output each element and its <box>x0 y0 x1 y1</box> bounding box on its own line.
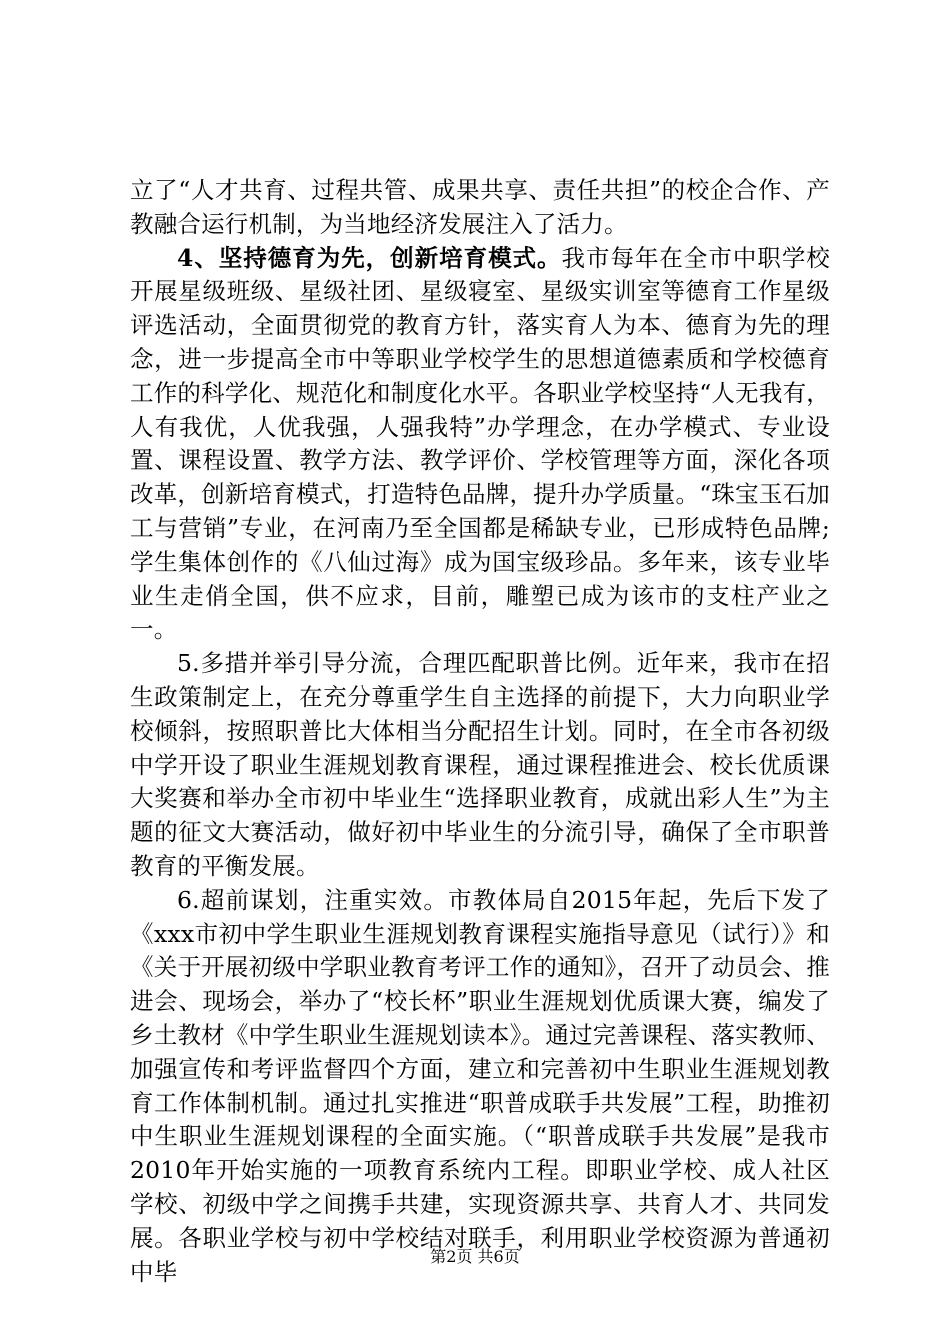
paragraph-text: 立了“人才共育、过程共管、成果共享、责任共担”的校企合作、产教融合运行机制，为当地经济发展注入了活力。 <box>130 176 830 238</box>
paragraph-text: 5.多措并举引导分流，合理匹配职普比例。近年来，我市在招生政策制定上，在充分尊重学生自主选择的前提下，大力向职业学校倾斜，按照职普比大体相当分配招生计划。同时，在全市各初级中学开设了职业生涯规划教育课程，通过课程推进会、校长优质课大奖赛和举办全市初中毕业生“选择职业教育，成就出彩人生”为主题的征文大赛活动，做好初中毕业生的分流引导，确保了全市职普教育的平衡发展。 <box>130 649 830 880</box>
document-body <box>130 174 830 1289</box>
paragraph-continuation <box>130 174 830 242</box>
paragraph-advance-planning <box>130 884 830 1290</box>
page-footer <box>0 1247 950 1267</box>
paragraph-student-diversion <box>130 647 830 884</box>
paragraph-text: 我市每年在全市中职学校开展星级班级、星级社团、星级寝室、星级实训室等德育工作星级评选活动，全面贯彻党的教育方针，落实育人为本、德育为先的理念，进一步提高全市中等职业学校学生的思想道德素质和学校德育工作的科学化、规范化和制度化水平。各职业学校坚持“人无我有，人有我优，人优我强，人强我特”办学理念，在办学模式、专业设置、课程设置、教学方法、教学评价、学校管理等方面，深化各项改革，创新培育模式，打造特色品牌，提升办学质量。“珠宝玉石加工与营销”专业，在河南乃至全国都是稀缺专业，已形成特色品牌;学生集体创作的《八仙过海》成为国宝级珍品。多年来，该专业毕业生走俏全国，供不应求，目前，雕塑已成为该市的支柱产业之一。 <box>130 243 830 644</box>
page-number: 第2页 共6页 <box>430 1247 520 1266</box>
paragraph-heading: 4、坚持德育为先，创新培育模式。 <box>177 243 562 272</box>
paragraph-text: 6.超前谋划，注重实效。市教体局自2015年起，先后下发了《xxx市初中学生职业生涯规划教育课程实施指导意见（试行）》和《关于开展初级中学职业教育考评工作的通知》，召开了动员会、推进会、现场会，举办了“校长杯”职业生涯规划优质课大赛，编发了乡土教材《中学生职业生涯规划读本》。通过完善课程、落实教师、加强宣传和考评监督四个方面，建立和完善初中生职业生涯规划教育工作体制机制。通过扎实推进“职普成联手共发展”工程，助推初中生职业生涯规划课程的全面实施。（“职普成联手共发展”是我市2010年开始实施的一项教育系统内工程。即职业学校、成人社区学校、初级中学之间携手共建，实现资源共享、共育人才、共同发展。各职业学校与初中学校结对联手，利用职业学校资源为普通初中毕 <box>130 885 830 1286</box>
paragraph-moral-education <box>130 242 830 648</box>
